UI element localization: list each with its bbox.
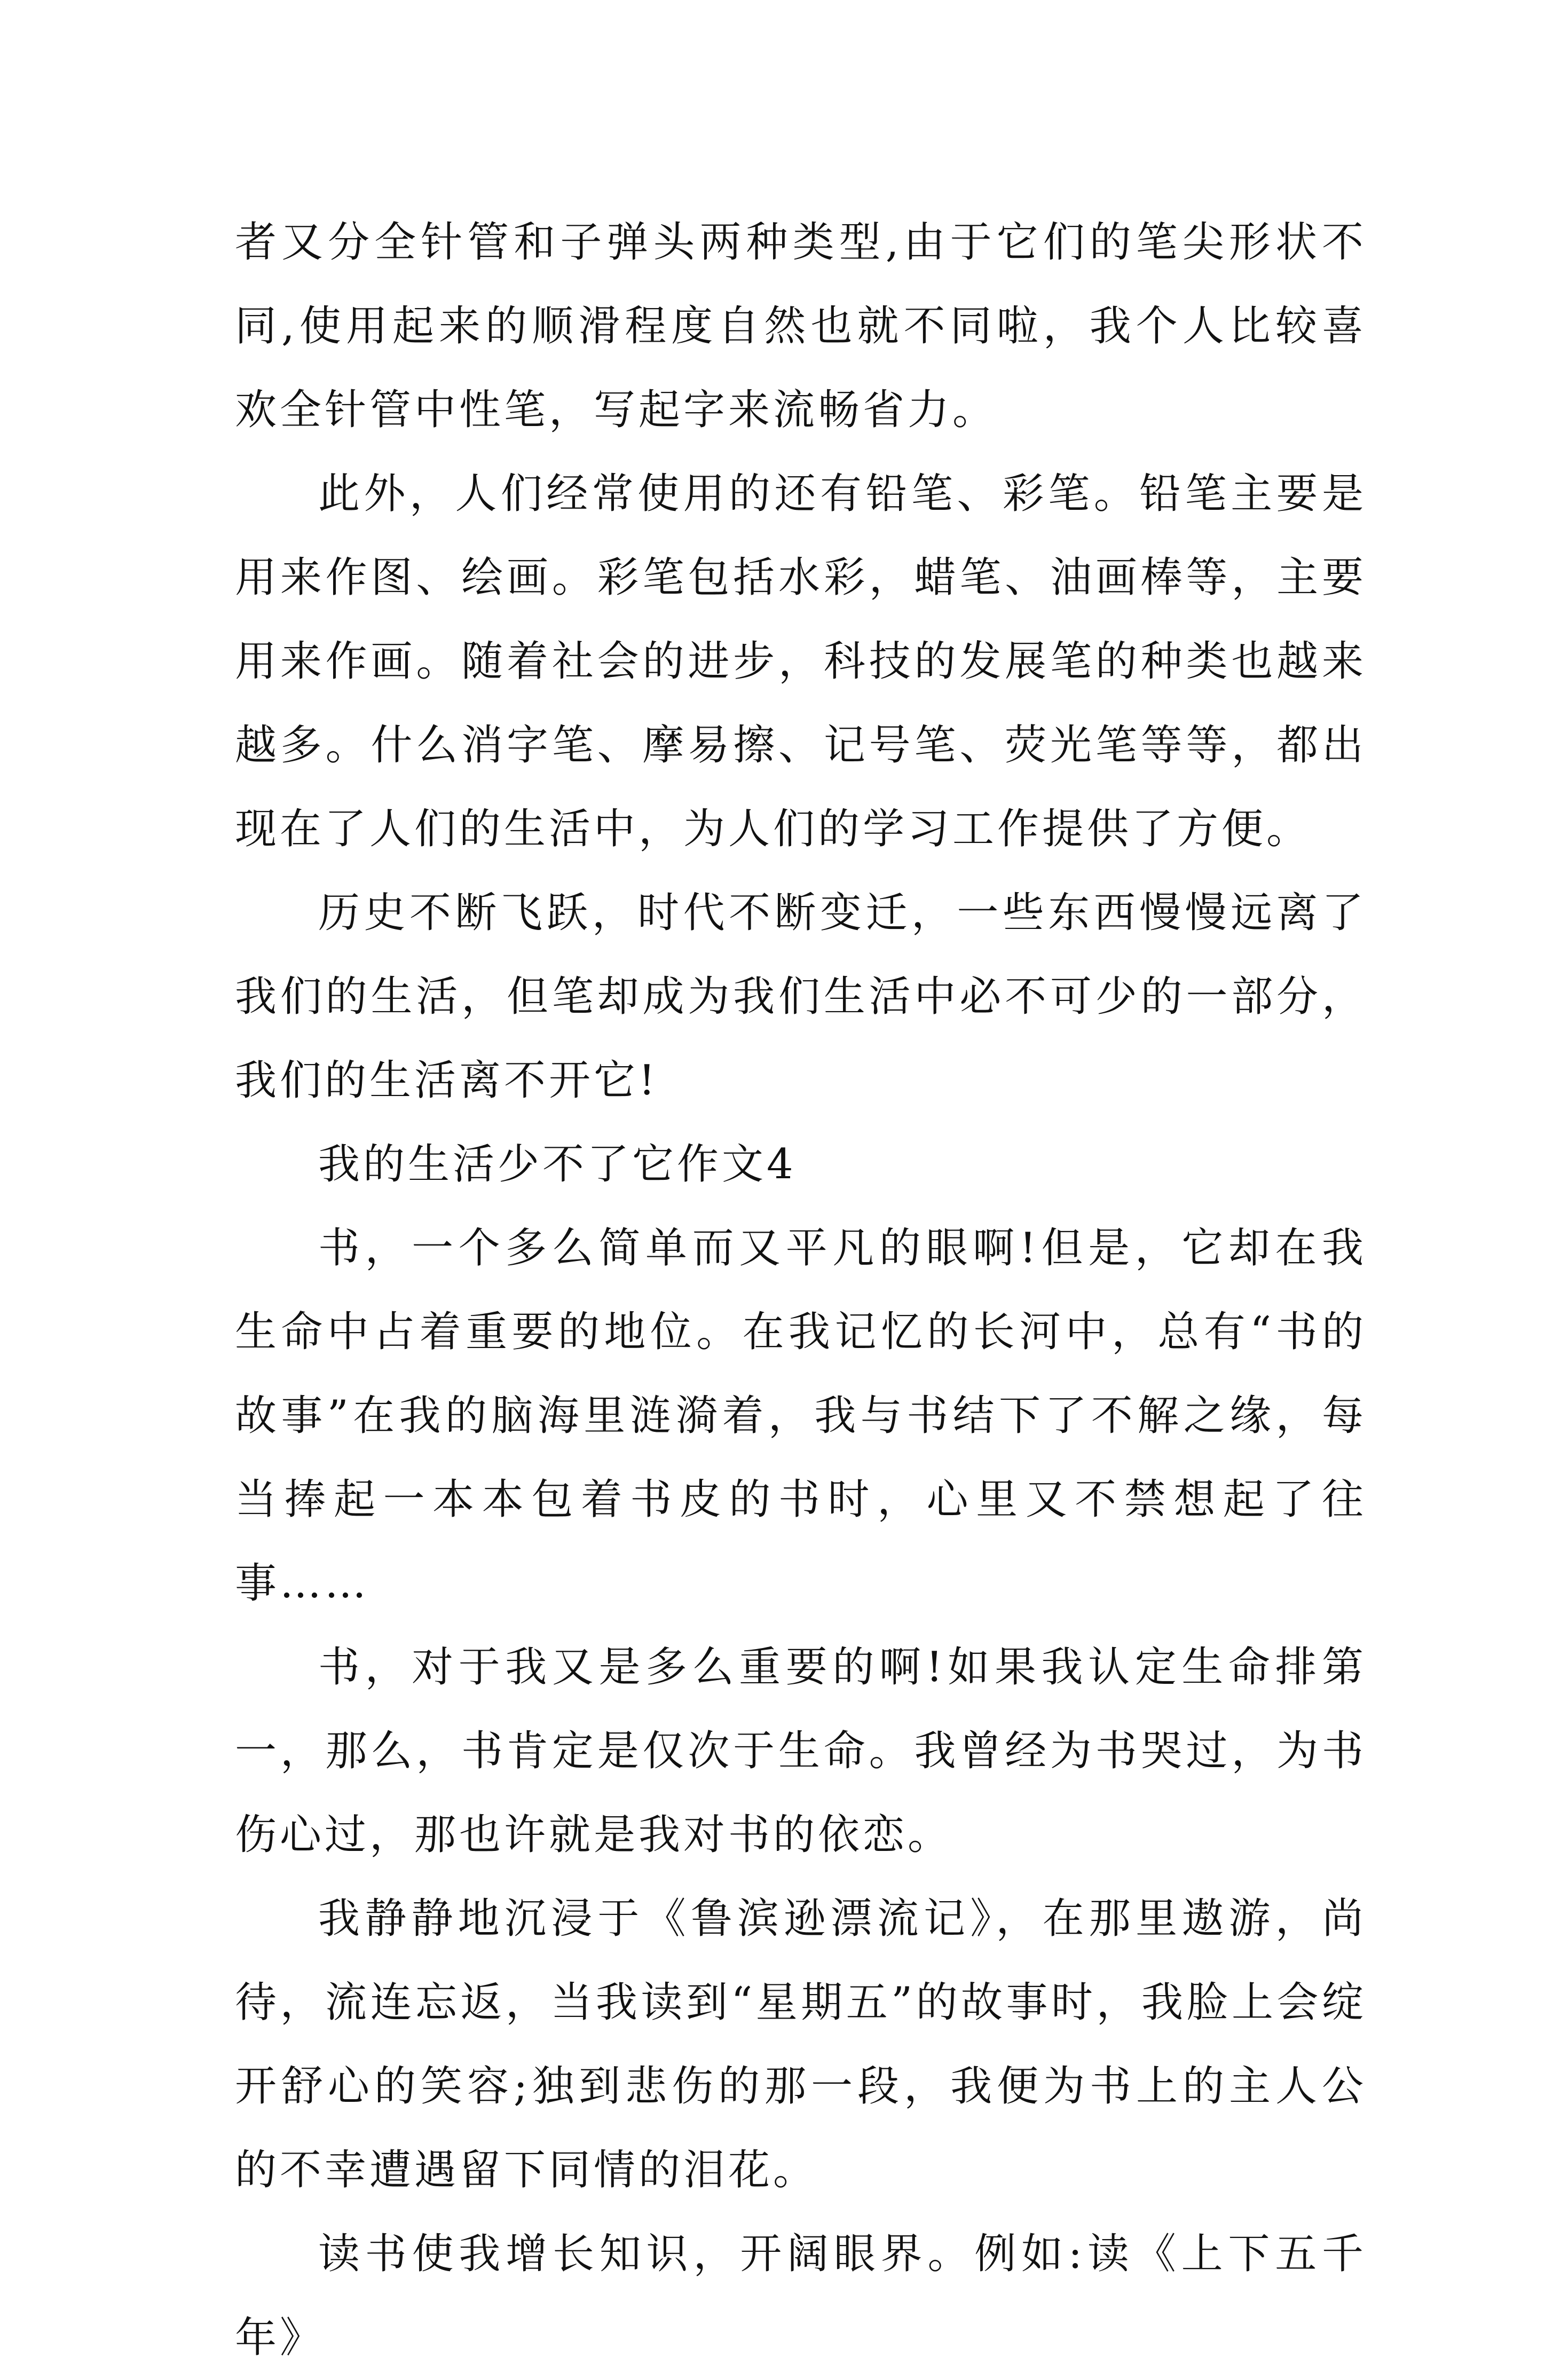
paragraph-pencils: 此外，人们经常使用的还有铅笔、彩笔。铅笔主要是用来作图、绘画。彩笔包括水彩，蜡笔、油画棒等，主要用来作画。随着社会的进步，科技的发展笔的种类也越来越多。什么消字笔、摩易擦、记号笔、荧光笔等等，都出现在了人们的生活中，为人们的学习工作提供了方便。 xyxy=(235,470,1367,853)
paragraph-robinson: 我静静地沉浸于《鲁滨逊漂流记》，在那里遨游，尚待，流连忘返，当我读到“星期五”的故事时，我脸上会绽开舒心的笑容;独到悲伤的那一段，我便为书上的主人公的不幸遭遇留下同情的泪花。 xyxy=(235,1895,1367,2194)
paragraph-knowledge: 读书使我增长知识，开阔眼界。例如:读《上下五千年》 xyxy=(235,2230,1367,2362)
paragraph-book-importance: 书，对于我又是多么重要的啊!如果我认定生命排第一，那么，书肯定是仅次于生命。我曾经为书哭过，为书伤心过，那也许就是我对书的依恋。 xyxy=(235,1643,1367,1859)
essay-body xyxy=(235,201,1367,2380)
essay-title: 我的生活少不了它作文4 xyxy=(318,1140,797,1188)
paragraph-history: 历史不断飞跃，时代不断变迁，一些东西慢慢远离了我们的生活，但笔却成为我们生活中必不可少的一部分，我们的生活离不开它! xyxy=(235,889,1367,1105)
paragraph-book-intro: 书，一个多么简单而又平凡的眼啊!但是，它却在我生命中占着重要的地位。在我记忆的长河中，总有“书的故事”在我的脑海里涟漪着，我与书结下了不解之缘，每当捧起一本本包着书皮的书时，心里又不禁想起了往事…… xyxy=(235,1224,1367,1607)
paragraph-continuation: 者又分全针管和子弹头两种类型,由于它们的笔尖形状不同,使用起来的顺滑程度自然也就不同啦，我个人比较喜欢全针管中性笔，写起字来流畅省力。 xyxy=(235,218,1367,434)
